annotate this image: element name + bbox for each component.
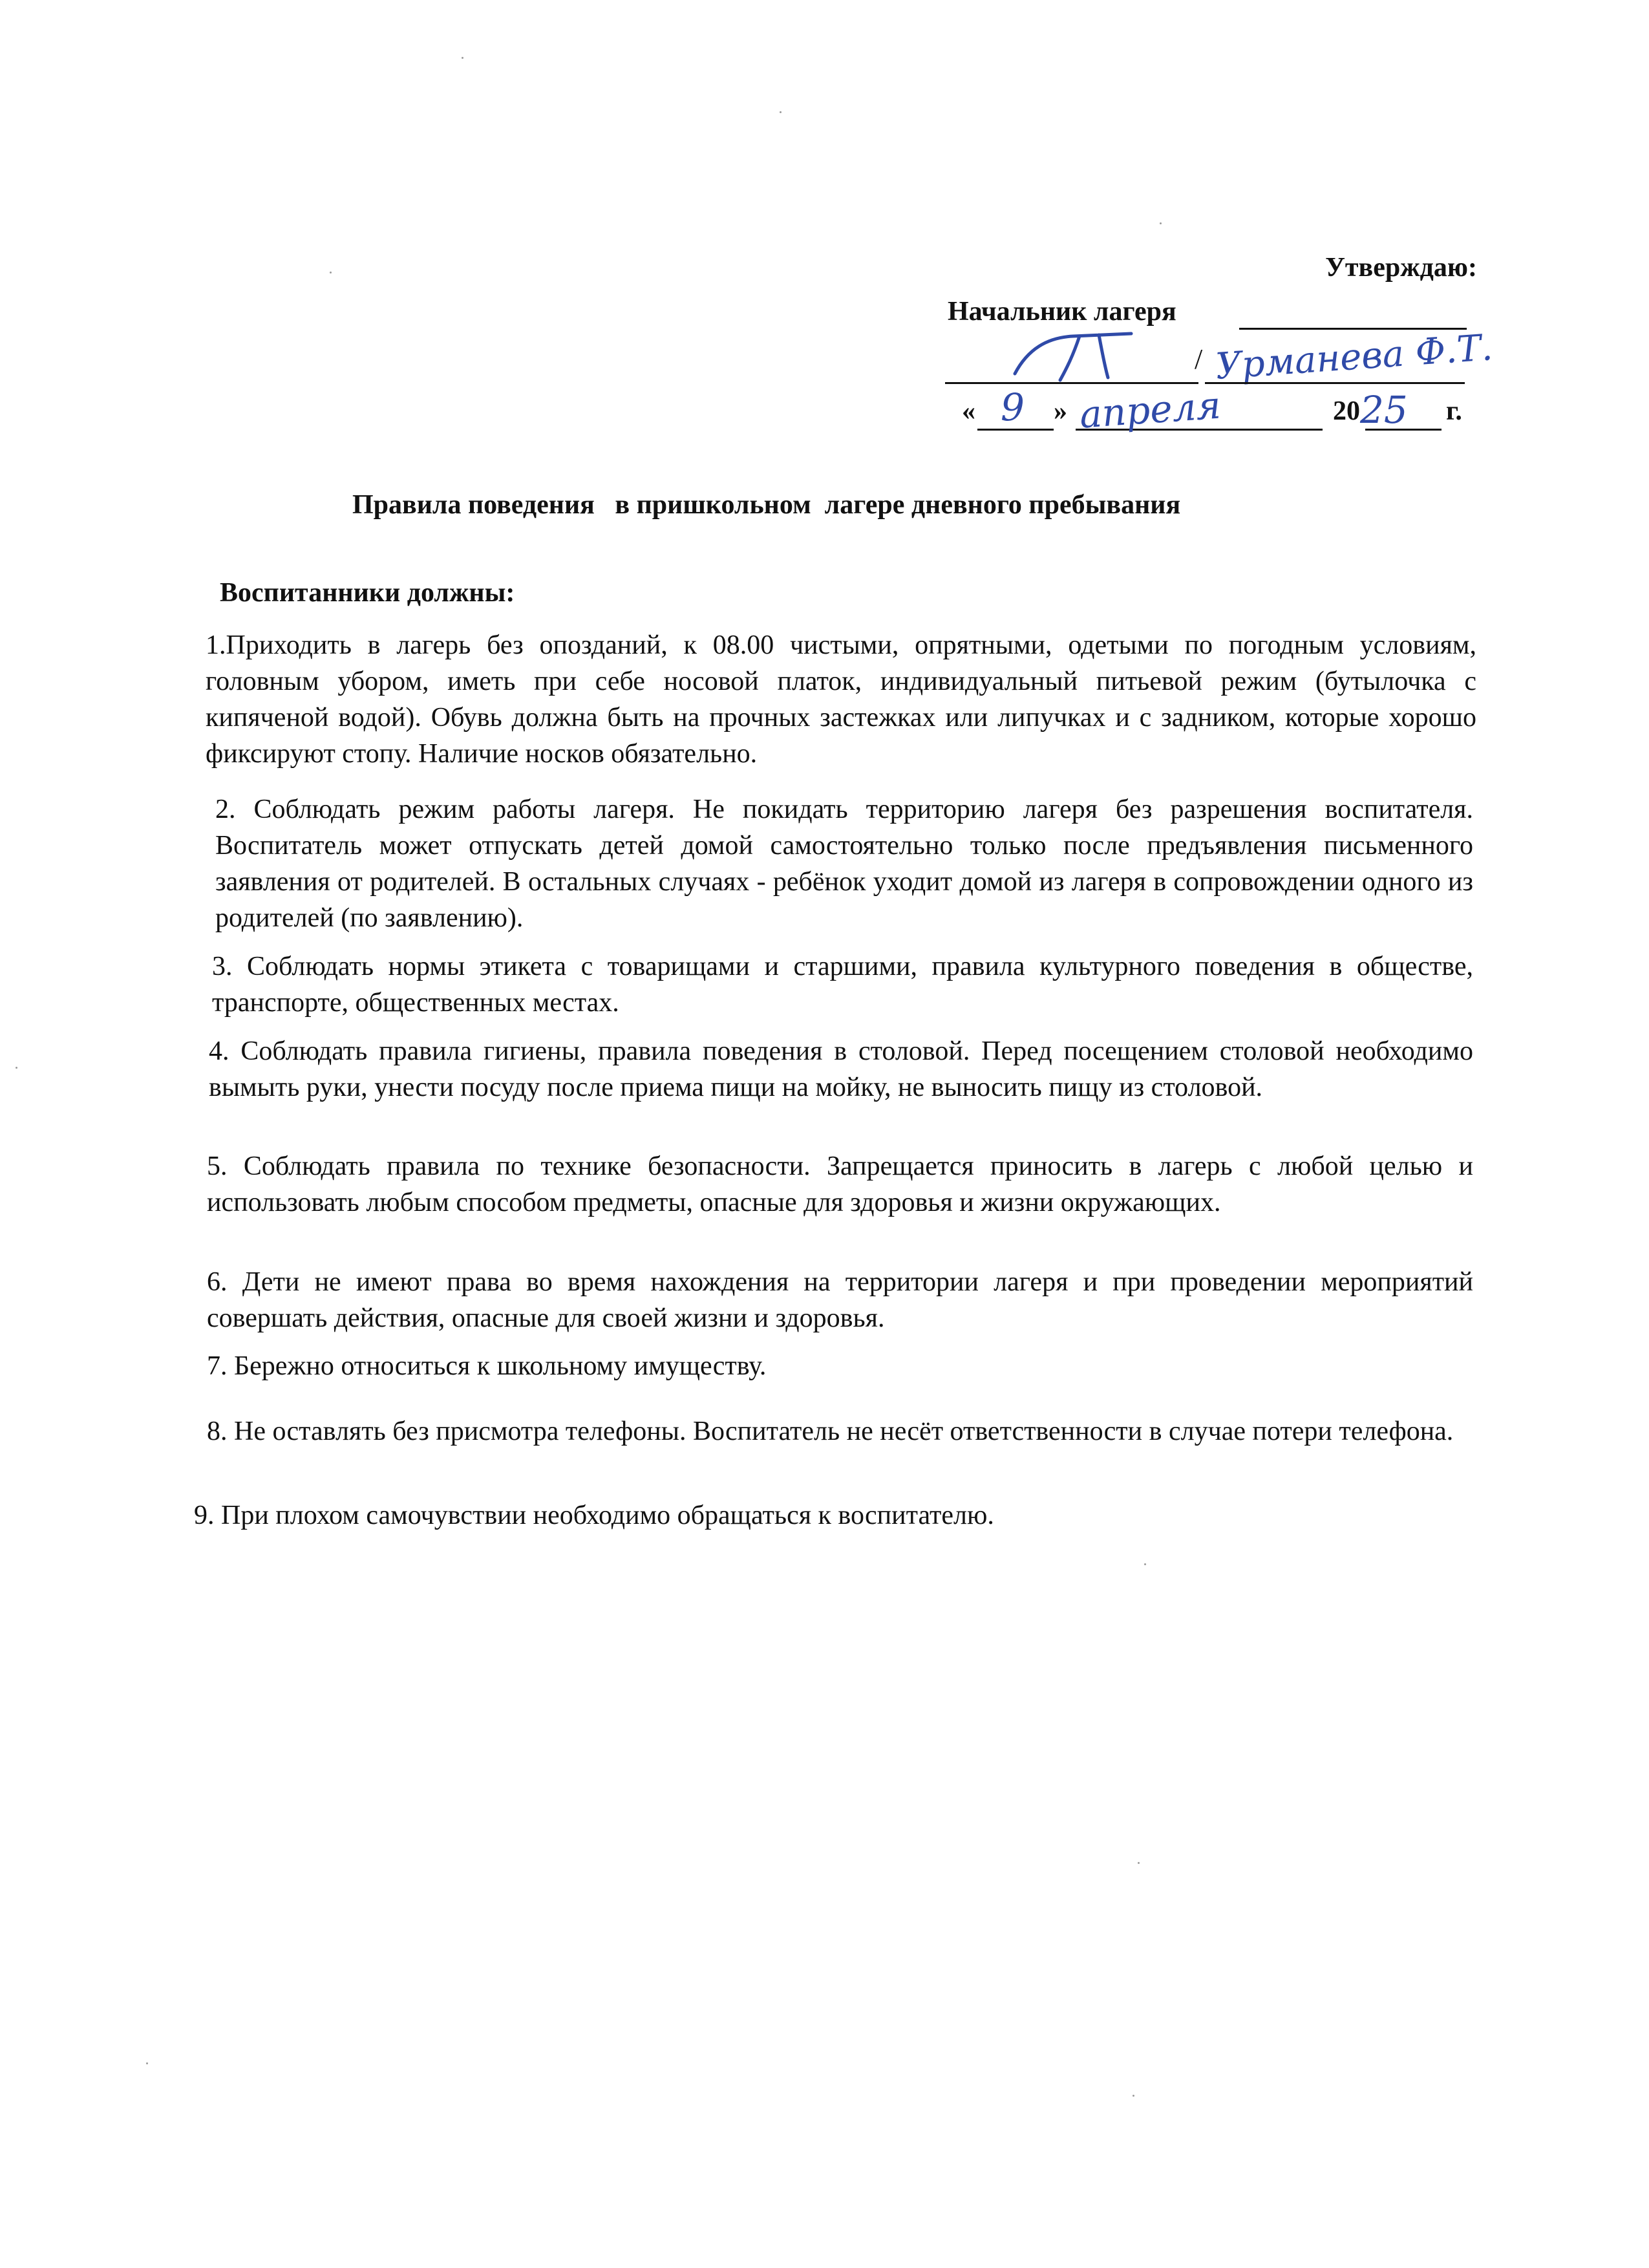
scan-speck [16,1067,17,1069]
scan-speck [1138,1862,1140,1864]
year-suffix: г. [1446,396,1462,426]
rule-item: 5. Соблюдать правила по технике безопасности. Запрещается приносить в лагерь с любой целью и использовать любым способом предметы, опасные для здоровья и жизни окружающих. [207,1151,1473,1217]
scan-speck [1133,2095,1134,2097]
signature-separator: / [1195,343,1203,375]
signature-mark [970,323,1202,388]
approval-title: Утверждаю: [1325,253,1477,283]
rule-item: 3. Соблюдать нормы этикета с товарищами и старшими, правила культурного поведения в обществе, транспорте, общественных местах. [212,952,1473,1018]
role-underline [1239,328,1467,330]
handwritten-day: 9 [1001,385,1025,429]
rules-subtitle: Воспитанники должны: [220,578,515,608]
handwritten-month: апреля [1078,383,1222,437]
signature-line [945,382,1198,384]
fio-line [1205,382,1465,384]
date-open-quote: « [962,396,975,426]
rule-item: 8. Не оставлять без присмотра телефоны. Воспитатель не несёт ответственности в случае потери телефона. [207,1417,1454,1446]
rule-item: 4. Соблюдать правила гигиены, правила поведения в столовой. Перед посещением столовой необходимо вымыть руки, унести посуду после приема пищи на мойку, не выносить пищу из столовой. [209,1036,1473,1102]
scan-speck [146,2062,148,2064]
date-close-quote: » [1054,396,1067,426]
rule-item: 7. Бережно относиться к школьному имуществу. [207,1351,767,1381]
scan-speck [1144,1563,1146,1565]
rule-item: 1.Приходить в лагерь без опозданий, к 08.00 чистыми, опрятными, одетыми по погодным условиям, головным убором, иметь при себе носовой платок, индивидуальный питьевой режим (бутылочка с кипяченой водой). Обувь должна быть на прочных застежках или липучках и с задником, которые хорошо фиксируют стопу. Наличие носков обязательно. [206,630,1476,769]
rule-item: 2. Соблюдать режим работы лагеря. Не покидать территорию лагеря без разрешения воспитателя. Воспитатель может отпускать детей домой самостоятельно только после предъявления письменного заявления от родителей. В остальных случаях - ребёнок уходит домой из лагеря в сопровождении одного из родителей (по заявлению). [215,795,1473,933]
year-prefix: 20 [1333,396,1360,426]
handwritten-fio: Урманева Ф.Т. [1214,326,1495,388]
rule-item: 9. При плохом самочувствии необходимо обращаться к воспитателю. [194,1501,994,1530]
approval-block [0,0,1649,453]
rule-item: 6. Дети не имеют права во время нахождения на территории лагеря и при проведении мероприятий совершать действия, опасные для своей жизни и здоровья. [207,1267,1473,1333]
approval-role: Начальник лагеря [948,297,1176,326]
document-title: Правила поведения в пришкольном лагере дневного пребывания [352,490,1181,520]
handwritten-year: 25 [1360,388,1408,432]
